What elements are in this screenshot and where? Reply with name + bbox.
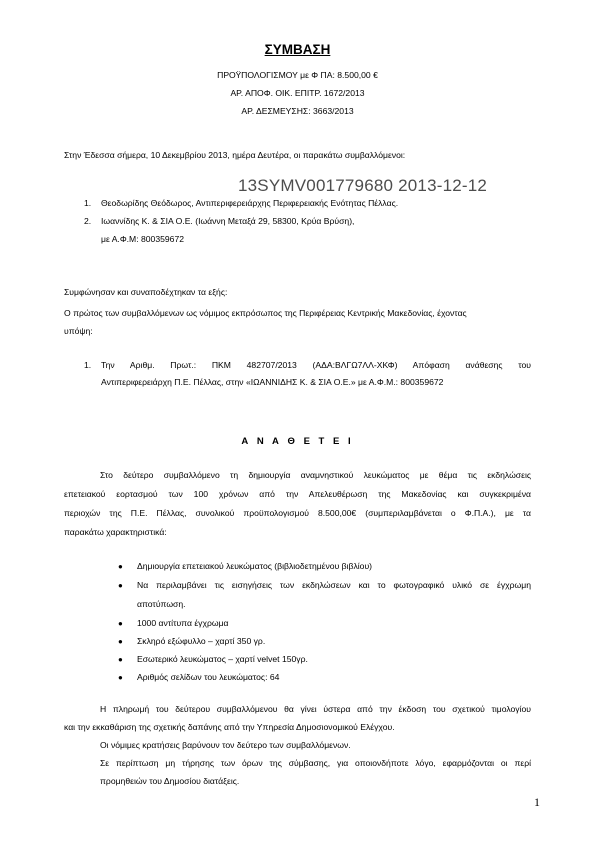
decision-line: ΑΡ. ΑΠΟΦ. ΟΙΚ. ΕΠΙΤΡ. 1672/2013 <box>230 88 365 98</box>
page-number: 1 <box>534 795 540 809</box>
paragraph-line: περιοχών της Π.Ε. Πέλλας, συνολικού προϋπολογισμού 8.500,00€ (συμπεριλαμβάνεται ο Φ.Π.Α.), με τα <box>64 508 531 518</box>
registration-stamp: 13SYMV001779680 2013-12-12 <box>238 176 488 195</box>
bullet-icon: ● <box>118 673 123 682</box>
feature-item: Σκληρό εξώφυλλο – χαρτί 350 γρ. <box>137 636 266 646</box>
feature-item: Εσωτερικό λευκώματος – χαρτί velvet 150γρ. <box>137 654 308 664</box>
party-text: Ιωαννίδης Κ. & ΣΙΑ Ο.Ε. (Ιωάννη Μεταξά 29, 58300, Κρύα Βρύση), <box>101 216 355 226</box>
first-party-text: Ο πρώτος των συμβαλλόμενων ως νόμιμος εκπρόσωπος της Περιφέρειας Κεντρικής Μακεδονίας, έχοντας <box>64 308 467 318</box>
considered-text: Την Αριθμ. Πρωτ.: ΠΚΜ 482707/2013 (ΑΔΑ:ΒΛΓΩ7ΛΛ-ΧΚΦ) Απόφαση ανάθεσης του <box>101 360 531 370</box>
party-number: 1. <box>84 198 92 208</box>
document-title: ΣΥΜΒΑΣΗ <box>264 42 331 57</box>
bullet-icon: ● <box>118 619 123 628</box>
commitment-line: ΑΡ. ΔΕΣΜΕΥΣΗΣ: 3663/2013 <box>241 106 354 116</box>
party-text: με Α.Φ.Μ: 800359672 <box>101 234 185 244</box>
feature-item: Να περιλαμβάνει τις εισηγήσεις των εκδηλώσεων και το φωτογραφικό υλικό σε έγχρωμη <box>137 580 531 590</box>
bullet-icon: ● <box>118 581 123 590</box>
feature-item: Δημιουργία επετειακού λευκώματος (βιβλιοδετημένου βιβλίου) <box>137 561 373 571</box>
considered-number: 1. <box>84 360 92 370</box>
deductions-text: Οι νόμιμες κρατήσεις βαρύνουν τον δεύτερο των συμβαλλόμενων. <box>100 740 351 750</box>
bullet-icon: ● <box>118 637 123 646</box>
considered-text: Αντιπεριφερειάρχη Π.Ε. Πέλλας, στην «ΙΩΑΝΝΙΔΗΣ Κ. & ΣΙΑ Ο.Ε.» με Α.Φ.Μ.: 800359672 <box>101 377 444 387</box>
bullet-icon: ● <box>118 655 123 664</box>
paragraph-line: Στο δεύτερο συμβαλλόμενο τη δημιουργία αναμνηστικού λευκώματος με θέμα τις εκδηλώσεις <box>100 470 531 480</box>
feature-item: Αριθμός σελίδων του λευκώματος: 64 <box>137 672 280 682</box>
paragraph-line: επετειακού εορτασμού των 100 χρόνων από την Απελευθέρωση της Μακεδονίας και συγκεκριμένα <box>64 489 531 499</box>
agreed-text: Συμφώνησαν και συναποδέχτηκαν τα εξής: <box>64 287 228 297</box>
section-heading: Α Ν Α Θ Ε Τ Ε Ι <box>241 436 354 447</box>
paragraph-line: παρακάτω χαρακτηριστικά: <box>64 527 167 537</box>
breach-text: Σε περίπτωση μη τήρησης των όρων της σύμβασης, για οποιονδήποτε λόγο, εφαρμόζονται οι περί <box>100 758 531 768</box>
feature-item: αποτύπωση. <box>137 599 186 609</box>
bullet-icon: ● <box>118 562 123 571</box>
payment-text: Η πληρωμή του δεύτερου συμβαλλόμενου θα γίνει ύστερα από την έκδοση του σχετικού τιμολογίου <box>100 704 531 714</box>
budget-line: ΠΡΟΫΠΟΛΟΓΙΣΜΟΥ με Φ ΠΑ: 8.500,00 € <box>217 70 378 80</box>
feature-item: 1000 αντίτυπα έγχρωμα <box>137 618 229 628</box>
party-number: 2. <box>84 216 92 226</box>
payment-text: και την εκκαθάριση της σχετικής δαπάνης από την Υπηρεσία Δημοσιονομικού Ελέγχου. <box>64 722 395 732</box>
intro-text: Στην Έδεσσα σήμερα, 10 Δεκεμβρίου 2013, ημέρα Δευτέρα, οι παρακάτω συμβαλλόμενοι: <box>64 150 406 160</box>
breach-text: προμηθειών του Δημοσίου διατάξεις. <box>100 776 240 786</box>
first-party-text: υπόψη: <box>64 326 93 336</box>
party-text: Θεοδωρίδης Θεόδωρος, Αντιπεριφερειάρχης Περιφερειακής Ενότητας Πέλλας. <box>101 198 399 208</box>
